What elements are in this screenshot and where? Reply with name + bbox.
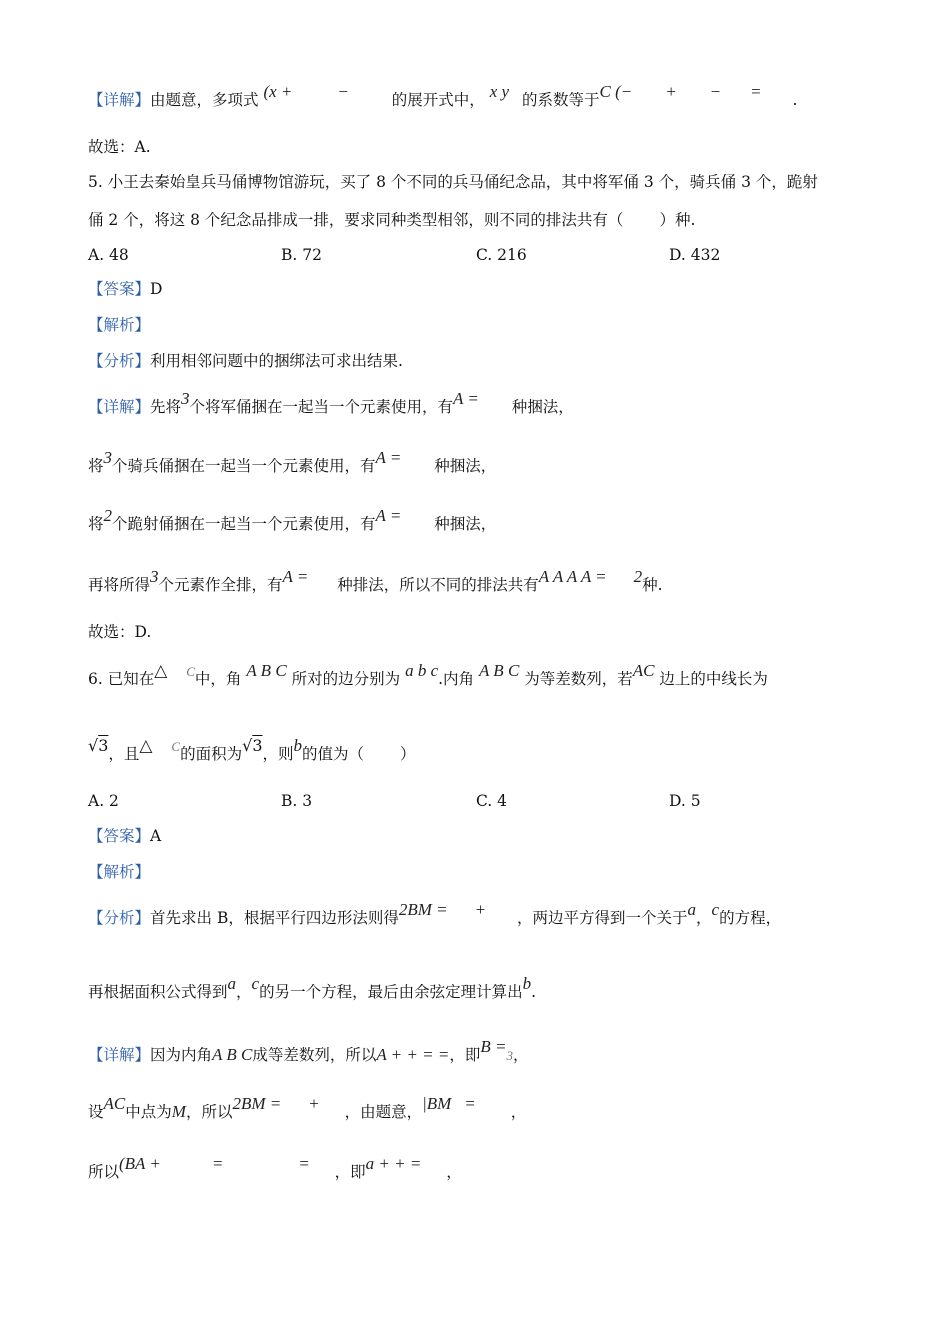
- variable-a: a: [227, 974, 237, 993]
- detail-tag: 【详解】: [88, 1046, 151, 1064]
- question-text: 中，角: [194, 670, 242, 688]
- radicand: 3: [98, 736, 109, 755]
- analysis-5-summary: [88, 351, 403, 371]
- formula-coefficient: C (−: [599, 82, 633, 101]
- text: 先将: [150, 398, 182, 416]
- question-text: ）种.: [659, 211, 696, 229]
- text: 故选：A.: [88, 138, 151, 156]
- formula-b-value: B =: [480, 1037, 507, 1056]
- question-6-line-1: [88, 661, 768, 690]
- question-text: 的值为（: [302, 745, 365, 763]
- detail-6-c: [88, 1154, 462, 1182]
- answer-tag: 【答案】: [88, 280, 151, 298]
- formula-vector: 2BM =: [398, 900, 448, 919]
- text: 中点为: [125, 1103, 172, 1121]
- question-text: 5. 小王去秦始皇兵马俑博物馆游玩，买了 8 个不同的兵马俑纪念品，其中将军俑 3 个，骑兵俑 3 个，跪射: [88, 173, 818, 191]
- option-c: [476, 791, 507, 811]
- formula-fragment: C: [171, 739, 181, 754]
- detail-tag: 【详解】: [88, 398, 151, 416]
- detail-tag: 【详解】: [88, 91, 151, 109]
- text: 种排法，所以不同的排法共有: [337, 576, 539, 594]
- number: 3: [150, 567, 159, 586]
- option-text: A. 2: [88, 792, 119, 810]
- detail-6-b: [88, 1094, 527, 1122]
- option-text: B. 3: [281, 792, 313, 810]
- text: 种.: [642, 576, 663, 594]
- option-text: C. 4: [476, 792, 508, 810]
- question-text: 6. 已知在: [88, 670, 155, 688]
- text: 种捆法，: [434, 515, 497, 533]
- text: ，两边平方得到一个关于: [516, 909, 688, 927]
- formula-angle-sum: A + + = =: [376, 1045, 450, 1064]
- text: ，: [696, 909, 712, 927]
- question-text: ，则: [262, 745, 294, 763]
- text: 由题意，多项式: [150, 91, 259, 109]
- formula-fragment: =: [464, 1094, 476, 1113]
- text: 的另一个方程，最后由余弦定理计算出: [259, 983, 523, 1001]
- option-text: B. 72: [281, 246, 322, 264]
- text: 的展开式中，: [391, 91, 485, 109]
- text: 将: [88, 457, 104, 475]
- variable-b: b: [293, 736, 303, 755]
- text: 种捆法，: [434, 457, 497, 475]
- formula-permutation: A =: [375, 448, 402, 467]
- text: 因为内角: [150, 1046, 213, 1064]
- question-5-line-1: [88, 172, 818, 192]
- formula-polynomial: (x +: [263, 82, 293, 101]
- summary-tag: 【分析】: [88, 909, 151, 927]
- question-text: ）: [400, 745, 416, 763]
- text: 首先求出 B，根据平行四边形法则得: [150, 909, 399, 927]
- question-text: 的面积为: [180, 745, 243, 763]
- variable-c: c: [251, 974, 260, 993]
- option-b: [281, 791, 312, 811]
- variable-a: a: [687, 900, 696, 919]
- analysis-tag: 【解析】: [88, 863, 151, 881]
- text: ，: [236, 983, 252, 1001]
- option-text: A. 48: [88, 246, 129, 264]
- question-text: 边上的中线长为: [659, 670, 768, 688]
- formula-vector: 2BM =: [232, 1094, 282, 1113]
- formula-angles: A B C: [478, 661, 520, 680]
- text: 成等差数列，所以: [252, 1046, 377, 1064]
- formula-fragment: −: [337, 82, 349, 101]
- formula-fragment: =: [211, 1154, 224, 1173]
- sqrt-three: √3: [242, 736, 263, 755]
- text: 设: [88, 1103, 104, 1121]
- text: ，所以: [185, 1103, 233, 1121]
- formula-equation: a + + =: [365, 1154, 422, 1173]
- question-text: 所对的边分别为: [291, 670, 401, 688]
- sqrt-three: √3: [88, 736, 109, 755]
- formula-fragment: 2: [633, 567, 643, 586]
- text: 的方程，: [719, 909, 782, 927]
- formula-permutation: A =: [375, 506, 402, 525]
- text: ，即: [334, 1163, 366, 1181]
- variable-c: c: [711, 900, 720, 919]
- text: 再根据面积公式得到: [88, 983, 228, 1001]
- radicand: 3: [252, 736, 263, 755]
- detail-6-a: [88, 1037, 529, 1066]
- text: .: [792, 91, 798, 109]
- formula-angles: A B C: [212, 1045, 253, 1064]
- formula-fragment: =: [750, 82, 762, 101]
- formula-fragment: C: [186, 664, 195, 679]
- text: ，: [510, 1103, 527, 1121]
- question-text: 俑 2 个，将这 8 个纪念品排成一排，要求同种类型相邻，则不同的排法共有（: [88, 211, 624, 229]
- analysis-6-summary-a: [88, 900, 782, 928]
- formula-fragment: =: [298, 1154, 310, 1173]
- number: 3: [181, 389, 190, 408]
- answer-value: A: [150, 827, 162, 845]
- option-text: D. 432: [669, 246, 721, 264]
- answer-value: D: [150, 280, 163, 298]
- formula-denominator: 3: [506, 1048, 513, 1063]
- formula-sides: a b c: [405, 661, 439, 680]
- text: ，由题意，: [344, 1103, 423, 1121]
- text: 利用相邻问题中的捆绑法可求出结果.: [150, 352, 403, 370]
- answer-tag: 【答案】: [88, 827, 151, 845]
- text: .: [531, 983, 537, 1001]
- number: 3: [103, 448, 113, 467]
- formula-term: x y: [489, 82, 510, 101]
- formula-side-ac: AC: [632, 661, 655, 680]
- formula-permutation: A =: [453, 389, 479, 408]
- text: 个将军俑捆在一起当一个元素使用，有: [189, 398, 454, 416]
- formula-fragment: −: [709, 82, 722, 101]
- variable-m: M: [171, 1102, 186, 1121]
- analysis-tag: 【解析】: [88, 316, 151, 334]
- text: 个骑兵俑捆在一起当一个元素使用，有: [112, 457, 376, 475]
- option-b: [281, 245, 322, 265]
- summary-tag: 【分析】: [88, 352, 151, 370]
- analysis-6: [88, 862, 150, 882]
- option-text: C. 216: [476, 246, 527, 264]
- text: 的系数等于: [522, 91, 600, 109]
- question-6-line-2: [88, 736, 416, 765]
- detail-5-d: [88, 567, 663, 595]
- text: 再将所得: [88, 576, 151, 594]
- option-a: [88, 245, 129, 265]
- text: ，: [512, 1046, 529, 1064]
- analysis-6-summary-b: [88, 974, 537, 1002]
- formula-permutation: A =: [282, 567, 309, 586]
- number: 2: [103, 506, 113, 525]
- formula-fragment: +: [665, 82, 677, 101]
- formula-fragment: +: [308, 1094, 320, 1113]
- answer-5: [88, 279, 162, 299]
- triangle-symbol: △: [154, 661, 168, 680]
- text: 个跪射俑捆在一起当一个元素使用，有: [112, 515, 376, 533]
- text: 将: [88, 515, 104, 533]
- formula-vector-sum: (BA +: [119, 1154, 161, 1173]
- variable-b: b: [522, 974, 532, 993]
- analysis-5: [88, 315, 150, 335]
- formula-product: A A A A =: [538, 567, 607, 586]
- option-d: [669, 791, 701, 811]
- text: 个元素作全排，有: [158, 576, 283, 594]
- choose-line-4: [88, 137, 151, 157]
- question-text: 为等差数列，若: [524, 670, 633, 688]
- choose-line-5: [88, 622, 151, 642]
- text: 所以: [88, 1163, 120, 1181]
- detail-5-a: [88, 389, 574, 417]
- option-text: D. 5: [669, 792, 701, 810]
- question-5-line-2: [88, 210, 695, 230]
- triangle-symbol: △: [139, 736, 153, 755]
- question-text: .内角: [438, 670, 475, 688]
- text: 故选：D.: [88, 623, 152, 641]
- formula-fragment: +: [474, 900, 487, 919]
- question-text: ，且: [108, 745, 140, 763]
- option-c: [476, 245, 527, 265]
- option-d: [669, 245, 720, 265]
- text: 种捆法，: [511, 398, 574, 416]
- text: ，即: [449, 1046, 481, 1064]
- answer-6: [88, 826, 161, 846]
- text: ，: [446, 1163, 462, 1181]
- formula-angles: A B C: [246, 661, 287, 680]
- formula-magnitude: |BM: [422, 1094, 452, 1113]
- detail-5-c: [88, 506, 497, 534]
- formula-side-ac: AC: [103, 1094, 126, 1113]
- detail-5-b: [88, 448, 497, 476]
- detail-line-4: [88, 82, 798, 110]
- option-a: [88, 791, 119, 811]
